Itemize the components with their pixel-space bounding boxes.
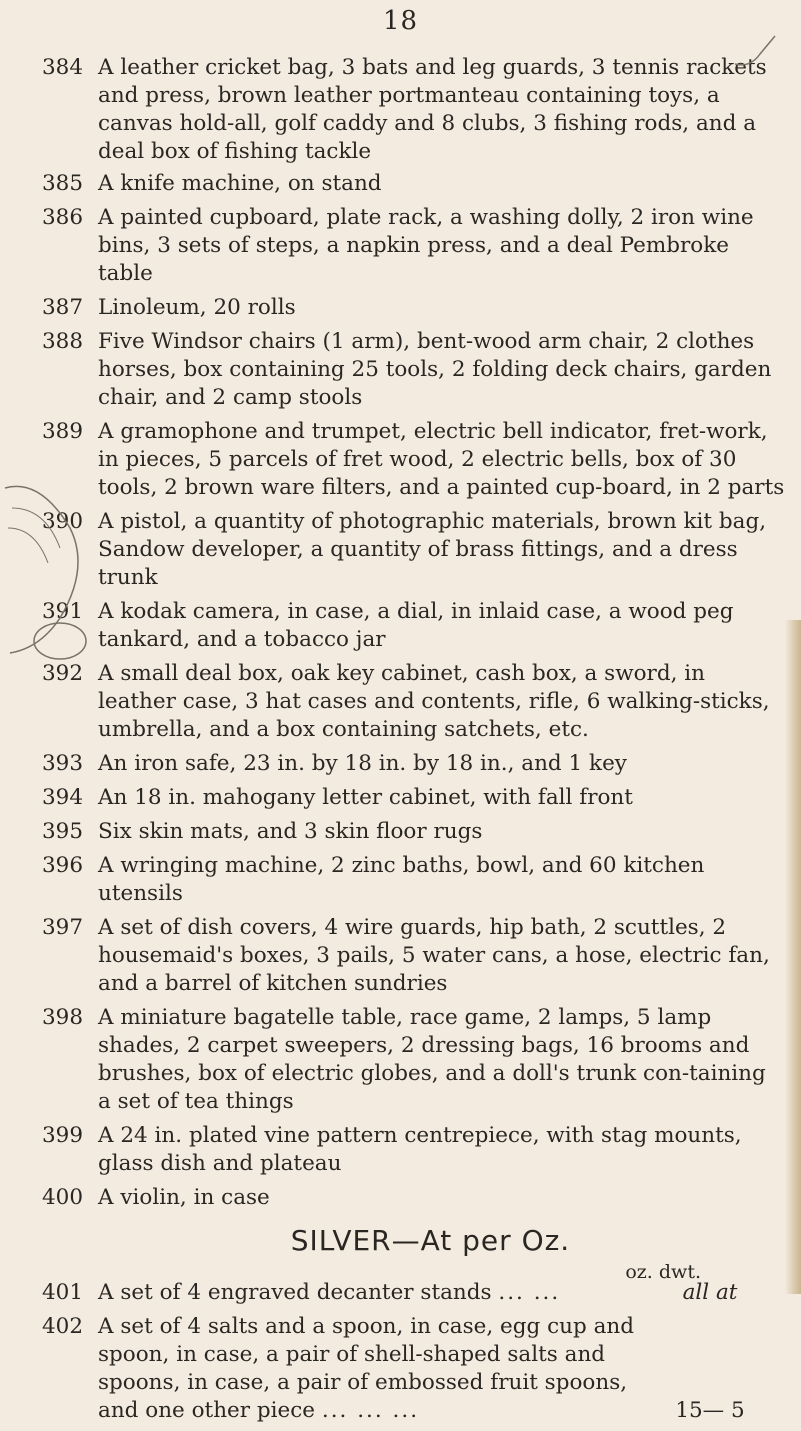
lot-item	[0, 660, 801, 744]
pencil-check-icon	[730, 34, 790, 74]
lot-item	[0, 598, 801, 654]
page-number: 18	[382, 6, 419, 36]
lot-number: 402	[42, 1314, 84, 1339]
lot-price: all at	[682, 1280, 738, 1305]
lot-number: 395	[42, 819, 84, 844]
unit-header: oz. dwt.	[625, 1261, 701, 1283]
lot-number: 399	[42, 1123, 84, 1148]
lot-number: 393	[42, 751, 84, 776]
lot-description: A 24 in. plated vine pattern centrepiece, with stag mounts, glass dish and plateau	[98, 1123, 742, 1176]
lot-item	[0, 1184, 801, 1212]
lot-number: 394	[42, 785, 84, 810]
lot-item	[0, 1122, 801, 1178]
lot-item	[0, 750, 801, 778]
lot-description: A knife machine, on stand	[98, 171, 382, 196]
lot-description: A painted cupboard, plate rack, a washing dolly, 2 iron wine bins, 3 sets of steps, a napkin press, and a deal Pembroke table	[98, 205, 754, 286]
lot-description: An iron safe, 23 in. by 18 in. by 18 in., and 1 key	[98, 751, 627, 776]
lot-item	[0, 54, 801, 166]
lot-number: 397	[42, 915, 84, 940]
lot-number: 398	[42, 1005, 84, 1030]
section-title: SILVER—At per Oz.	[290, 1224, 571, 1257]
lot-description: A set of dish covers, 4 wire guards, hip bath, 2 scuttles, 2 housemaid's boxes, 3 pails, 5 water cans, a hose, electric fan, and a barrel of kitchen sundries	[98, 915, 770, 996]
lot-description: A set of 4 engraved decanter stands	[98, 1280, 492, 1305]
lot-item	[0, 852, 801, 908]
lot-item	[0, 914, 801, 998]
lot-item	[0, 784, 801, 812]
lot-list	[0, 54, 801, 1431]
lot-number: 385	[42, 171, 84, 196]
lot-number: 384	[42, 55, 84, 80]
lot-number: 389	[42, 419, 84, 444]
lot-number: 401	[42, 1280, 84, 1305]
lot-item	[0, 328, 801, 412]
lot-item	[0, 204, 801, 288]
lot-number: 392	[42, 661, 84, 686]
lot-number: 388	[42, 329, 84, 354]
lot-item	[0, 294, 801, 322]
lot-item	[0, 170, 801, 198]
lot-description: A set of 4 salts and a spoon, in case, egg cup and spoon, in case, a pair of shell-shaped salts and spoons, in case, a pair of embossed fruit spoons, and one other piece	[98, 1314, 635, 1423]
lot-item	[0, 418, 801, 502]
leader-dots: ... ... ...	[321, 1398, 420, 1423]
lot-description: Five Windsor chairs (1 arm), bent-wood arm chair, 2 clothes horses, box containing 25 tools, 2 folding deck chairs, garden chair, and 2 camp stools	[98, 329, 772, 410]
lot-description: A miniature bagatelle table, race game, 2 lamps, 5 lamp shades, 2 carpet sweepers, 2 dressing bags, 16 brooms and brushes, box of electric globes, and a doll's trunk con-taining a set of tea things	[98, 1005, 766, 1114]
price-row	[98, 1279, 785, 1307]
lot-number: 387	[42, 295, 84, 320]
lot-item	[0, 1004, 801, 1116]
lot-description: A violin, in case	[98, 1185, 270, 1210]
lot-description: An 18 in. mahogany letter cabinet, with fall front	[98, 785, 633, 810]
lot-number: 396	[42, 853, 84, 878]
lot-number: 400	[42, 1185, 84, 1210]
lot-item	[0, 818, 801, 846]
price-row	[98, 1313, 785, 1425]
lot-description: A gramophone and trumpet, electric bell indicator, fret-work, in pieces, 5 parcels of fret wood, 2 electric bells, box of 30 tools, 2 brown ware filters, and a painted cup-board, in 2 parts	[98, 419, 785, 500]
page-edge-shadow	[785, 620, 801, 1294]
lot-item	[0, 508, 801, 592]
lot-description: A kodak camera, in case, a dial, in inlaid case, a wood peg tankard, and a tobacco jar	[98, 599, 734, 652]
lot-number: 386	[42, 205, 84, 230]
lot-number: 391	[42, 599, 84, 624]
pencil-bracket-icon	[0, 468, 100, 668]
leader-dots: ... ...	[498, 1280, 561, 1305]
lot-description: A pistol, a quantity of photographic materials, brown kit bag, Sandow developer, a quantity of brass fittings, and a dress trunk	[98, 509, 767, 590]
lot-description: Linoleum, 20 rolls	[98, 295, 296, 320]
lot-description: Six skin mats, and 3 skin floor rugs	[98, 819, 483, 844]
lot-description: A leather cricket bag, 3 bats and leg guards, 3 tennis rackets and press, brown leather portmanteau containing toys, a canvas hold-all, golf caddy and 8 clubs, 3 fishing rods, and a deal box of fishing tackle	[98, 55, 767, 164]
lot-number: 390	[42, 509, 84, 534]
lot-price: 15— 5	[675, 1398, 745, 1423]
lot-item	[0, 1279, 801, 1307]
lot-description: A wringing machine, 2 zinc baths, bowl, and 60 kitchen utensils	[98, 853, 705, 906]
lot-item	[0, 1313, 801, 1425]
lot-description: A small deal box, oak key cabinet, cash box, a sword, in leather case, 3 hat cases and contents, rifle, 6 walking-sticks, umbrella, and a box containing satchets, etc.	[98, 661, 770, 742]
